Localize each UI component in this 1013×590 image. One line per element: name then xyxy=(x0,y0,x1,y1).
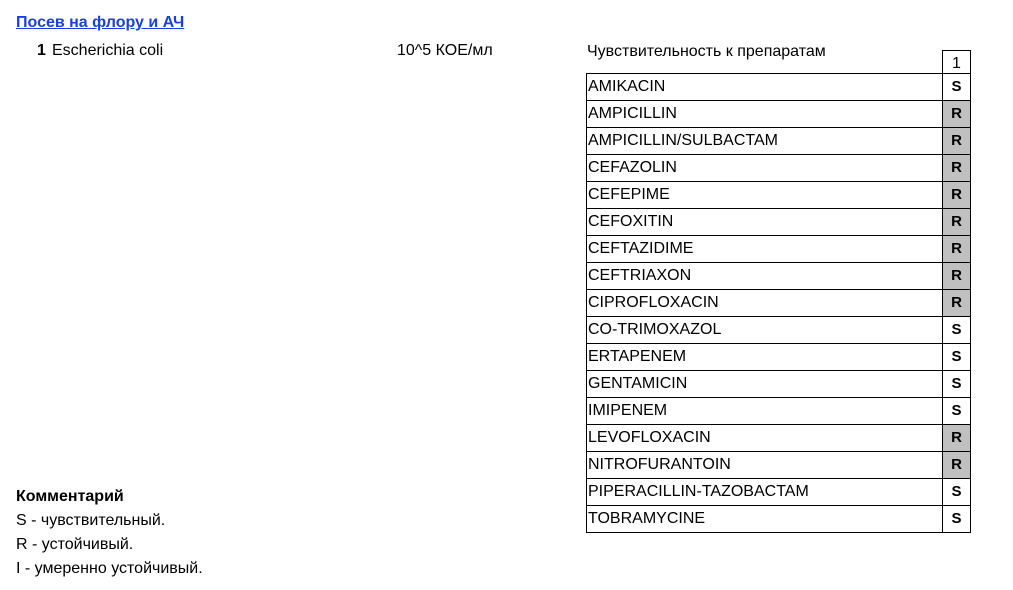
table-row xyxy=(587,236,971,263)
drug-name-cell: IMIPENEM xyxy=(587,398,943,425)
drug-name-cell: TOBRAMYCINE xyxy=(587,506,943,533)
result-cell: S xyxy=(943,479,971,506)
table-row xyxy=(587,74,971,101)
result-cell: R xyxy=(943,101,971,128)
drug-name-cell: CEFEPIME xyxy=(587,182,943,209)
comment-title: Комментарий xyxy=(16,488,124,505)
table-row xyxy=(587,425,971,452)
result-cell: S xyxy=(943,398,971,425)
legend-line-i: I - умеренно устойчивый. xyxy=(16,560,203,577)
drug-name-cell: PIPERACILLIN-TAZOBACTAM xyxy=(587,479,943,506)
result-cell: R xyxy=(943,452,971,479)
organism-count: 10^5 КОЕ/мл xyxy=(397,42,493,59)
isolate-column-header: 1 xyxy=(942,50,971,73)
result-cell: R xyxy=(943,425,971,452)
table-row xyxy=(587,506,971,533)
table-row xyxy=(587,344,971,371)
sensitivity-title: Чувствительность к препаратам xyxy=(587,43,826,60)
legend-line-r: R - устойчивый. xyxy=(16,536,134,553)
drug-name-cell: AMPICILLIN xyxy=(587,101,943,128)
table-row xyxy=(587,155,971,182)
table-row xyxy=(587,290,971,317)
result-cell: R xyxy=(943,128,971,155)
table-row xyxy=(587,479,971,506)
drug-name-cell: AMIKACIN xyxy=(587,74,943,101)
result-cell: R xyxy=(943,263,971,290)
result-cell: S xyxy=(943,371,971,398)
table-row xyxy=(587,128,971,155)
table-row xyxy=(587,317,971,344)
sensitivity-table xyxy=(586,73,971,533)
result-cell: S xyxy=(943,74,971,101)
legend-line-s: S - чувствительный. xyxy=(16,512,166,529)
table-row xyxy=(587,209,971,236)
drug-name-cell: CO-TRIMOXAZOL xyxy=(587,317,943,344)
result-cell: R xyxy=(943,209,971,236)
table-row xyxy=(587,371,971,398)
table-row xyxy=(587,452,971,479)
drug-name-cell: CEFOXITIN xyxy=(587,209,943,236)
drug-name-cell: CIPROFLOXACIN xyxy=(587,290,943,317)
section-title-link[interactable]: Посев на флору и АЧ xyxy=(16,14,185,31)
result-cell: R xyxy=(943,182,971,209)
result-cell: R xyxy=(943,155,971,182)
result-cell: R xyxy=(943,290,971,317)
drug-name-cell: AMPICILLIN/SULBACTAM xyxy=(587,128,943,155)
result-cell: R xyxy=(943,236,971,263)
result-cell: S xyxy=(943,506,971,533)
table-row xyxy=(587,263,971,290)
result-cell: S xyxy=(943,317,971,344)
drug-name-cell: NITROFURANTOIN xyxy=(587,452,943,479)
organism-number: 1 xyxy=(37,42,46,59)
drug-name-cell: CEFTAZIDIME xyxy=(587,236,943,263)
table-row xyxy=(587,182,971,209)
result-cell: S xyxy=(943,344,971,371)
drug-name-cell: GENTAMICIN xyxy=(587,371,943,398)
drug-name-cell: ERTAPENEM xyxy=(587,344,943,371)
drug-name-cell: CEFTRIAXON xyxy=(587,263,943,290)
organism-name: Escherichia coli xyxy=(52,42,164,59)
table-row xyxy=(587,101,971,128)
table-row xyxy=(587,398,971,425)
drug-name-cell: CEFAZOLIN xyxy=(587,155,943,182)
drug-name-cell: LEVOFLOXACIN xyxy=(587,425,943,452)
